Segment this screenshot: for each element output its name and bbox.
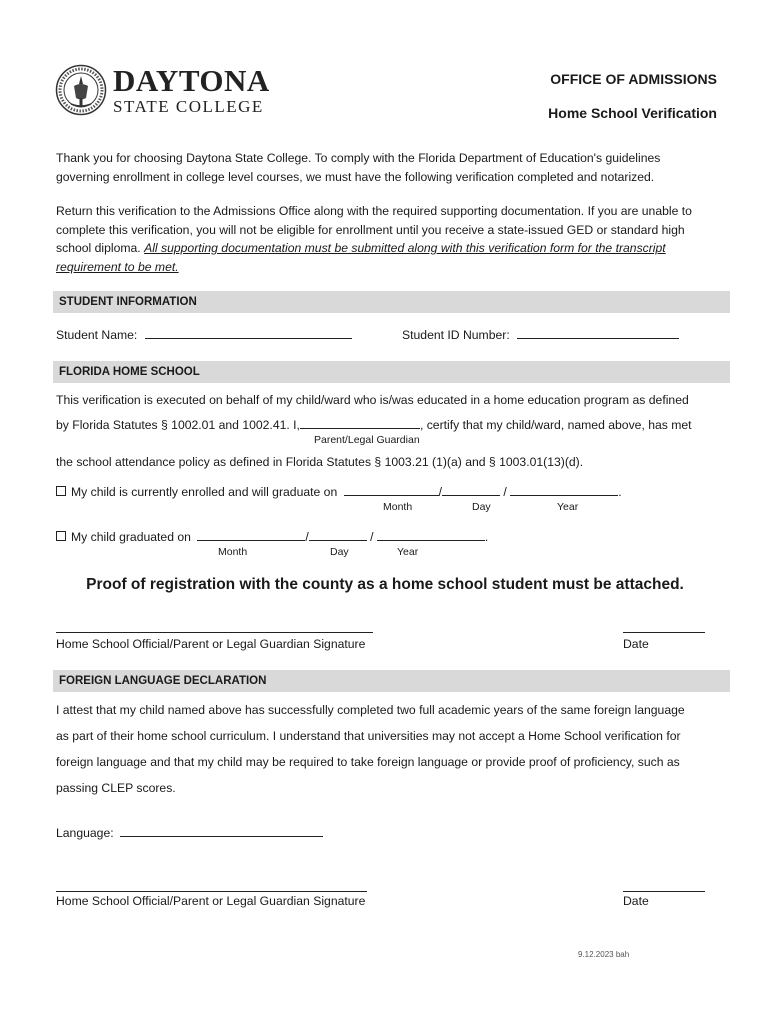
foreign-language-date-line[interactable] xyxy=(623,891,705,892)
graduated-month-field[interactable] xyxy=(197,528,305,541)
enrolled-option-row: My child is currently enrolled and will graduate on / / . xyxy=(56,483,622,499)
student-information-heading: STUDENT INFORMATION xyxy=(53,291,730,313)
graduated-label: My child graduated on xyxy=(71,530,191,544)
student-id-field[interactable] xyxy=(517,326,679,339)
form-revision-code: 9.12.2023 bah xyxy=(578,950,630,959)
guardian-caption: Parent/Legal Guardian xyxy=(314,434,420,446)
signature-label: Home School Official/Parent or Legal Guardian Signature xyxy=(56,637,366,651)
graduated-day-caption: Day xyxy=(330,546,349,558)
graduated-checkbox[interactable] xyxy=(56,531,66,541)
form-title: Home School Verification xyxy=(548,105,717,121)
intro-paragraph-1: Thank you for choosing Daytona State College. To comply with the Florida Department of Education's guidelines governing enrollment in college level courses, we must have the following verification completed and notarized. xyxy=(56,151,661,184)
enrolled-label: My child is currently enrolled and will graduate on xyxy=(71,485,338,499)
date-line[interactable] xyxy=(623,632,705,633)
graduated-day-field[interactable] xyxy=(309,528,367,541)
logo-wordmark-daytona: DAYTONA xyxy=(113,63,270,98)
home-school-line-1: This verification is executed on behalf of my child/ward who is/was educated in a home education program as defined xyxy=(56,393,689,407)
enrolled-year-field[interactable] xyxy=(510,483,618,496)
student-name-row xyxy=(56,326,352,342)
language-row xyxy=(56,824,323,840)
enrolled-checkbox[interactable] xyxy=(56,486,66,496)
foreign-language-heading: FOREIGN LANGUAGE DECLARATION xyxy=(53,670,730,692)
home-school-line-2 xyxy=(56,416,692,432)
intro-paragraph-2-text: Return this verification to the Admissions Office along with the required supporting documentation. If you are unable to complete this verification, you will not be eligible for enrollment until you receive a state-issued GED or standard high school diploma. xyxy=(56,204,692,255)
graduated-year-field[interactable] xyxy=(377,528,485,541)
foreign-language-signature-line[interactable] xyxy=(56,891,367,892)
foreign-language-line-4: passing CLEP scores. xyxy=(56,781,176,795)
date-label: Date xyxy=(623,637,649,651)
language-label: Language: xyxy=(56,826,114,840)
language-field[interactable] xyxy=(120,824,323,837)
student-id-label: Student ID Number: xyxy=(402,328,510,342)
college-logo xyxy=(55,64,295,124)
supporting-docs-notice: All supporting documentation must be submitted along with this verification form for the transcript requirement to be met. xyxy=(56,241,666,274)
home-school-line-2-start: by Florida Statutes § 1002.01 and 1002.41. I, xyxy=(56,418,300,432)
signature-line[interactable] xyxy=(56,632,373,633)
enrolled-day-caption: Day xyxy=(472,501,491,513)
student-name-label: Student Name: xyxy=(56,328,138,342)
foreign-language-line-3: foreign language and that my child may be required to take foreign language or provide proof of proficiency, such as xyxy=(56,755,680,769)
student-id-row xyxy=(402,326,679,342)
enrolled-day-field[interactable] xyxy=(442,483,500,496)
college-seal-icon xyxy=(55,64,107,116)
student-name-field[interactable] xyxy=(145,326,352,339)
graduated-year-caption: Year xyxy=(397,546,419,558)
florida-home-school-heading: FLORIDA HOME SCHOOL xyxy=(53,361,730,383)
home-school-line-2-end: , certify that my child/ward, named above, has met xyxy=(419,418,692,432)
foreign-language-line-1: I attest that my child named above has successfully completed two full academic years of the same foreign language xyxy=(56,703,685,717)
intro-paragraph-2 xyxy=(56,202,716,276)
enrolled-month-field[interactable] xyxy=(344,483,439,496)
foreign-language-date-label: Date xyxy=(623,894,649,908)
proof-of-registration-notice: Proof of registration with the county as a home school student must be attached. xyxy=(86,576,684,593)
logo-wordmark-state-college: STATE COLLEGE xyxy=(113,97,264,116)
office-heading: OFFICE OF ADMISSIONS xyxy=(550,71,717,87)
home-school-line-3: the school attendance policy as defined in Florida Statutes § 1003.21 (1)(a) and § 1003.01(13)(d). xyxy=(56,455,584,469)
foreign-language-signature-label: Home School Official/Parent or Legal Guardian Signature xyxy=(56,894,366,908)
guardian-name-field[interactable] xyxy=(300,416,420,429)
foreign-language-line-2: as part of their home school curriculum. I understand that universities may not accept a Home School verification for xyxy=(56,729,681,743)
graduated-option-row: My child graduated on / / . xyxy=(56,528,488,544)
enrolled-month-caption: Month xyxy=(383,501,413,513)
graduated-month-caption: Month xyxy=(218,546,248,558)
enrolled-year-caption: Year xyxy=(557,501,579,513)
